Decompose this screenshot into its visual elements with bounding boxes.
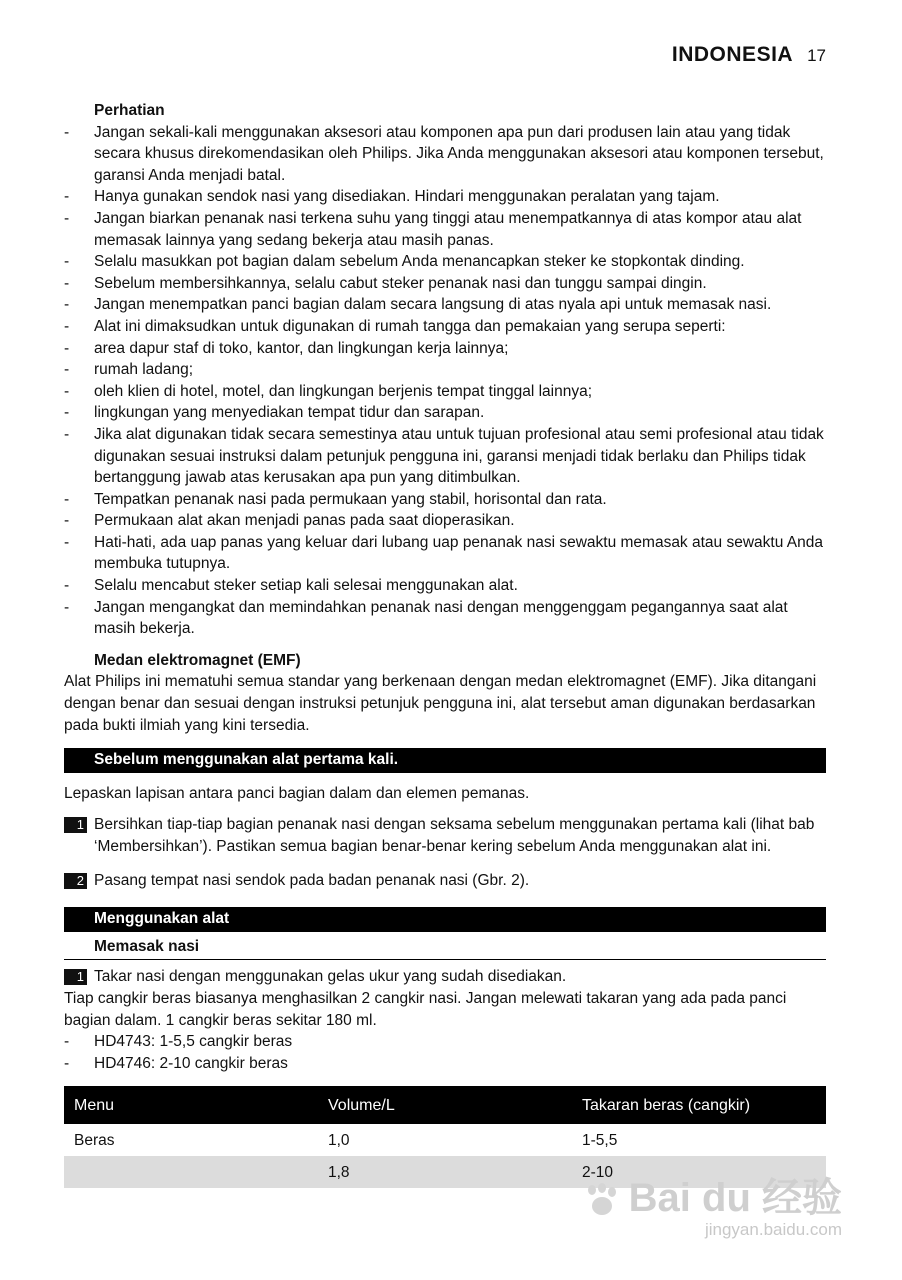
step-number: 2 <box>64 873 87 889</box>
list-item: - HD4743: 1-5,5 cangkir beras <box>64 1031 826 1053</box>
table-cell: 1,8 <box>318 1156 572 1188</box>
watermark-logo-text: Bai du 经验 <box>628 1176 842 1220</box>
step-1 <box>64 814 826 857</box>
table-header-row <box>64 1086 826 1124</box>
emf-paragraph: Alat Philips ini mematuhi semua standar yang berkenaan dengan medan elektromagnet (EMF). Jika ditangani dengan benar dan sesuai dengan instruksi petunjuk pengguna ini, alat tersebut aman digunakan berdasarkan pada bukti ilmiah yang kini tersedia. <box>64 673 817 734</box>
language-label: INDONESIA <box>671 43 794 66</box>
list-item: - Selalu mencabut steker setiap kali selesai menggunakan alat. <box>64 575 826 597</box>
list-item: - Permukaan alat akan menjadi panas pada saat dioperasikan. <box>64 510 826 532</box>
model-list <box>64 1031 826 1074</box>
baidu-watermark <box>584 1176 842 1240</box>
perhatian-list <box>64 122 826 640</box>
list-item: - HD4746: 2-10 cangkir beras <box>64 1053 826 1075</box>
list-item: - Sebelum membersihkannya, selalu cabut steker penanak nasi dan tunggu sampai dingin. <box>64 273 826 295</box>
table-cell: 1,0 <box>328 1131 350 1149</box>
emf-heading: Medan elektromagnet (EMF) <box>94 651 301 669</box>
page-number: 17 <box>807 46 826 65</box>
perhatian-heading: Perhatian <box>94 102 165 119</box>
using-section-bar: Menggunakan alat <box>64 907 826 932</box>
list-item: - Jangan menempatkan panci bagian dalam secara langsung di atas nyala api untuk memasak nasi. <box>64 294 826 316</box>
step-number: 1 <box>64 969 87 985</box>
first-use-intro: Lepaskan lapisan antara panci bagian dalam dan elemen pemanas. <box>64 784 530 802</box>
column-header: Volume/L <box>318 1086 572 1124</box>
list-item: - Selalu masukkan pot bagian dalam sebelum Anda menancapkan steker ke stopkontak dinding. <box>64 251 826 273</box>
list-item: - Jangan mengangkat dan memindahkan penanak nasi dengan menggenggam pegangannya saat alat masih bekerja. <box>64 597 826 640</box>
step-text: Takar nasi dengan menggunakan gelas ukur yang sudah disediakan. <box>94 968 567 986</box>
column-header: Menu <box>64 1086 318 1124</box>
step-2 <box>64 870 826 892</box>
list-item: - Hati-hati, ada uap panas yang keluar dari lubang uap penanak nasi sewaktu memasak atau sewaktu Anda membuka tutupnya. <box>64 532 826 575</box>
list-item: - oleh klien di hotel, motel, dan lingkungan berjenis tempat tinggal lainnya; <box>64 381 826 403</box>
list-item: - area dapur staf di toko, kantor, dan lingkungan kerja lainnya; <box>64 338 826 360</box>
list-item: - Jika alat digunakan tidak secara semestinya atau untuk tujuan profesional atau semi profesional atau tidak digunakan sesuai instruksi dalam petunjuk pengguna ini, garansi menjadi tidak berlaku dan Philips tidak bertanggung jawab atas kerusakan apa pun yang ditimbulkan. <box>64 424 826 489</box>
watermark-logo <box>584 1176 842 1220</box>
step-text: Bersihkan tiap-tiap bagian penanak nasi dengan seksama sebelum menggunakan pertama kali (lihat bab ‘Membersihkan’). Pastikan semua bagian benar-benar kering sebelum Anda menggunakan alat ini. <box>94 816 815 855</box>
cooking-paragraph: Tiap cangkir beras biasanya menghasilkan 2 cangkir nasi. Jangan melewati takaran yang ada pada panci bagian dalam. 1 cangkir beras sekitar 180 ml. <box>64 989 787 1029</box>
page-content <box>64 100 826 1188</box>
table-row <box>64 1124 826 1156</box>
step-number: 1 <box>64 817 87 833</box>
table-cell <box>64 1156 318 1188</box>
list-item: - Jangan biarkan penanak nasi terkena suhu yang tinggi atau menempatkannya di atas kompor atau alat memasak lainnya yang sedang bekerja atau masih panas. <box>64 208 826 251</box>
table-cell: Beras <box>74 1131 115 1149</box>
page-header <box>672 44 826 67</box>
list-item: - Tempatkan penanak nasi pada permukaan yang stabil, horisontal dan rata. <box>64 489 826 511</box>
list-item: - Jangan sekali-kali menggunakan aksesori atau komponen apa pun dari produsen lain atau yang tidak secara khusus direkomendasikan oleh Philips. Jika Anda menggunakan aksesori atau komponen tersebut, garansi Anda menjadi batal. <box>64 122 826 187</box>
list-item: - rumah ladang; <box>64 359 826 381</box>
list-item: - lingkungan yang menyediakan tempat tidur dan sarapan. <box>64 402 826 424</box>
rice-table <box>64 1086 826 1188</box>
cooking-rice-heading: Memasak nasi <box>64 936 826 961</box>
watermark-url: jingyan.baidu.com <box>704 1220 842 1239</box>
table-cell: 1-5,5 <box>582 1131 618 1149</box>
paw-icon <box>584 1183 618 1217</box>
list-item: - Hanya gunakan sendok nasi yang disediakan. Hindari menggunakan peralatan yang tajam. <box>64 186 826 208</box>
step-text: Pasang tempat nasi sendok pada badan penanak nasi (Gbr. 2). <box>94 871 530 889</box>
first-use-section-bar: Sebelum menggunakan alat pertama kali. <box>64 748 826 773</box>
table-cell: 2-10 <box>572 1156 826 1188</box>
column-header: Takaran beras (cangkir) <box>572 1086 826 1124</box>
list-item: - Alat ini dimaksudkan untuk digunakan di rumah tangga dan pemakaian yang serupa seperti: <box>64 316 826 338</box>
cooking-step-1 <box>64 966 826 988</box>
